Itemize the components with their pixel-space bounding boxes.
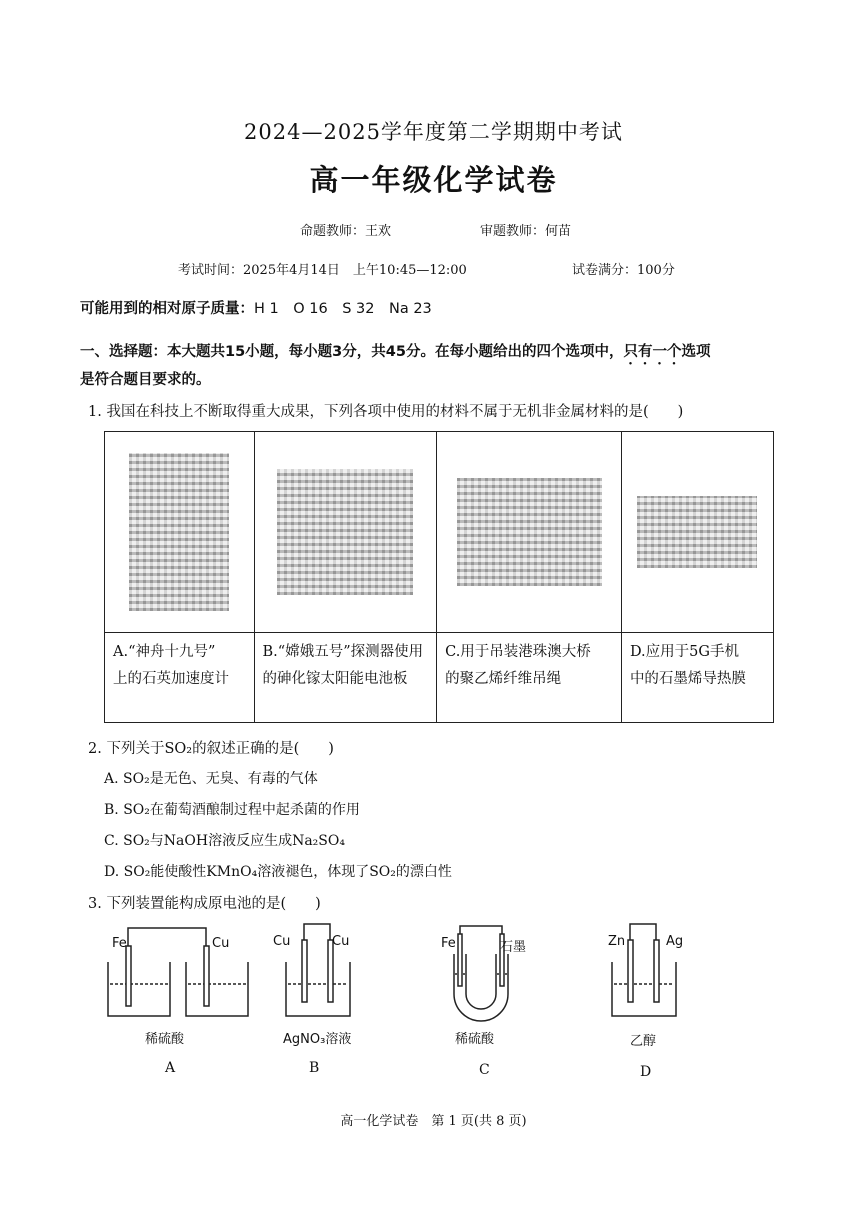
option-b-line2: 的砷化镓太阳能电池板 — [262, 671, 408, 688]
device-d-solution: 乙醇 — [630, 1034, 657, 1049]
section-instructions — [80, 340, 800, 393]
device-b-solution: AgNO₃溶液 — [283, 1032, 352, 1047]
atomic-masses — [80, 297, 432, 318]
setter-teacher: 命题教师：王欢 — [300, 224, 392, 239]
rocket-photo — [129, 453, 229, 611]
question-2-stem: 2. 下列关于SO₂的叙述正确的是( ) — [88, 741, 334, 757]
device-c-solution: 稀硫酸 — [455, 1032, 495, 1047]
device-c-left-electrode: Fe — [441, 936, 456, 951]
question-1-options-table — [104, 431, 774, 723]
option-d-caption — [621, 633, 773, 723]
question-2-option-c: C. SO₂与NaOH溶液反应生成Na₂SO₄ — [104, 833, 345, 849]
bridge-crane-photo — [457, 478, 602, 586]
option-b-line1: B.“嫦娥五号”探测器使用 — [262, 644, 424, 661]
device-a-left-electrode: Fe — [112, 936, 127, 951]
device-d-left-electrode: Zn — [608, 934, 626, 949]
device-d-right-electrode: Ag — [666, 934, 684, 949]
option-a-caption — [105, 633, 255, 723]
device-a-solution: 稀硫酸 — [145, 1032, 185, 1047]
option-a-image-cell — [105, 432, 255, 633]
option-a-line2: 上的石英加速度计 — [113, 671, 229, 688]
section-intro-text-c: 是符合题目要求的。 — [80, 372, 211, 388]
device-b-left-electrode: Cu — [273, 934, 291, 949]
question-2-option-d: D. SO₂能使酸性KMnO₄溶液褪色，体现了SO₂的漂白性 — [104, 864, 452, 880]
option-c-line1: C.用于吊装港珠澳大桥 — [445, 644, 591, 661]
reviewer-teacher: 审题教师：何苗 — [480, 224, 572, 239]
paper-title: 高一年级化学试卷 — [309, 163, 558, 197]
option-d-line2: 中的石墨烯导热膜 — [629, 671, 746, 688]
section-intro-emphasis: 只有一个 — [623, 344, 682, 360]
atomic-masses-label: 可能用到的相对原子质量： — [80, 301, 254, 317]
section-intro-text-b: 选项 — [681, 344, 711, 360]
atomic-masses-values: H 1 O 16 S 32 Na 23 — [254, 301, 432, 317]
question-2-option-b: B. SO₂在葡萄酒酿制过程中起杀菌的作用 — [104, 802, 360, 818]
device-c-right-electrode: 石墨 — [500, 940, 527, 955]
option-d-line1: D.应用于5G手机 — [629, 644, 739, 661]
section-intro-text: 一、选择题：本大题共15小题，每小题3分，共45分。在每小题给出的四个选项中， — [80, 344, 624, 360]
page-footer: 高一化学试卷 第 1 页(共 8 页) — [340, 1114, 527, 1129]
exam-title: 2024—2025学年度第二学期期中考试 — [244, 120, 623, 144]
lunar-probe-photo — [277, 469, 413, 595]
question-2-option-a: A. SO₂是无色、无臭、有毒的气体 — [104, 771, 318, 787]
option-a-line1: A.“神舟十九号” — [113, 644, 216, 661]
full-score: 试卷满分：100分 — [572, 263, 675, 278]
device-d-letter: D — [640, 1064, 652, 1080]
option-b-caption — [254, 633, 437, 723]
graphene-photo — [637, 496, 757, 568]
device-c-letter: C — [479, 1062, 490, 1078]
device-b-letter: B — [309, 1060, 320, 1076]
option-c-image-cell — [437, 432, 622, 633]
option-c-caption — [437, 633, 622, 723]
device-a-right-electrode: Cu — [212, 936, 230, 951]
question-3-stem: 3. 下列装置能构成原电池的是( ) — [88, 896, 321, 912]
option-b-image-cell — [254, 432, 437, 633]
option-c-line2: 的聚乙烯纤维吊绳 — [445, 671, 562, 688]
device-b-right-electrode: Cu — [332, 934, 350, 949]
exam-time: 考试时间：2025年4月14日 上午10:45—12:00 — [178, 263, 467, 278]
option-d-image-cell — [621, 432, 773, 633]
device-a-letter: A — [165, 1060, 176, 1076]
question-1-stem: 1. 我国在科技上不断取得重大成果，下列各项中使用的材料不属于无机非金属材料的是( ) — [88, 404, 684, 420]
